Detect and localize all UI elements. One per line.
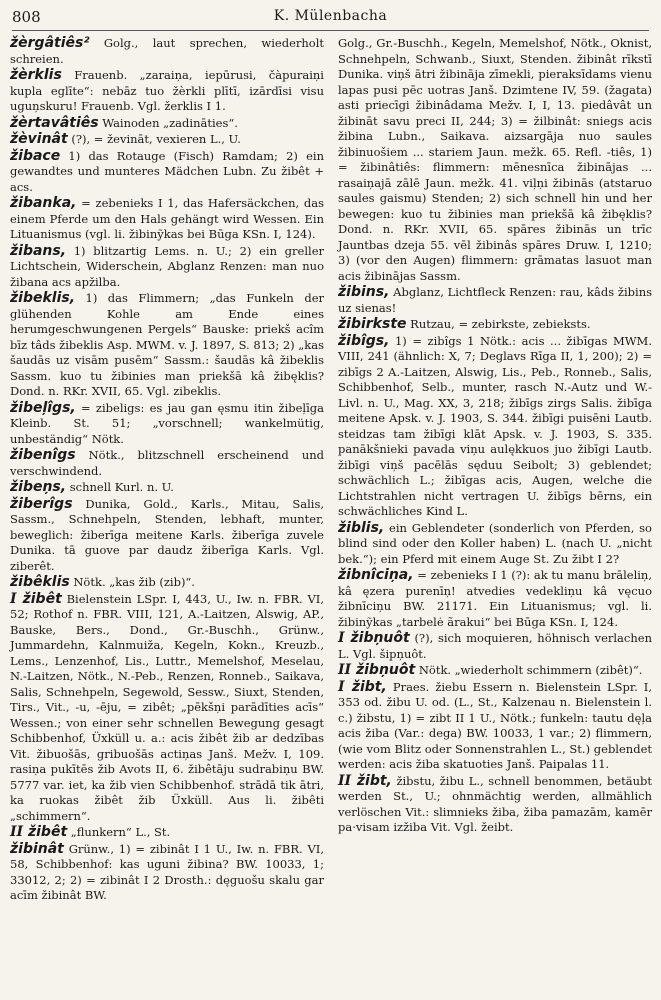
dictionary-entry [10, 35, 328, 67]
entry-text: = zebenieks I 1 (?): ak tu manu brāleliņ, kâ ęzera purenīņ! atvedies vedekliņu kâ vęcuo žibnīciņu BW. 21171. Ein Lituanismus; vgl. li. žibinỹkas „tarbelė ãrakui“ bei Būga KSn. I, 124. [338, 568, 656, 629]
entry-text: schnell Kurl. n. U. [66, 480, 174, 494]
headword: žibans, [10, 242, 67, 259]
entry-text: ein Geblendeter (sonderlich von Pferden, so blind sind oder den Koller haben) L. (nach U. „nicht bek.“); ein Pferd mit einem Auge St. Zu žibt I 2? [338, 520, 656, 566]
dictionary-entry [10, 399, 328, 448]
dictionary-entry [338, 663, 652, 679]
headword: žibinât [10, 840, 64, 857]
dictionary-entry [10, 495, 328, 575]
entry-text: Nötk., blitzschnell erscheinend und verschwindend. [10, 448, 328, 478]
headword: žibanka, [10, 195, 77, 211]
headword: žibeņs, [10, 479, 67, 495]
headword: žibt, [351, 678, 387, 695]
headword: žibirkste [338, 316, 407, 332]
headword: žiberîgs [10, 495, 73, 512]
dictionary-entry [338, 317, 652, 333]
right-column [338, 36, 656, 994]
dictionary-entry [338, 678, 656, 773]
dictionary-entry [10, 825, 324, 841]
entry-text: = zibeligs: es jau gan ęsmu itin žibeļīga Kleinb. St. 51; „vorschnell; wankelmütig, unbeständig“ Nötk. [10, 400, 328, 446]
dictionary-entry [338, 36, 656, 284]
entry-text: Dunika, Gold., Karls., Mitau, Salis, Sassm., Schnehpeln, Stenden, lebhaft, munter, beweglich: žiberīga meitene Karls. žiberīga zuvele Dunika. tā guove par daudz žiberīga Karls. Vgl. ziberêt. [10, 496, 328, 573]
entry-text: Golg., Gr.-Buschh., Kegeln, Memelshof, Nötk., Oknist, Schnehpeln, Schwanb., Siuxt, Stenden. žibinât rīkstī Dunika. viņš ātri žibināja zīmekli, pieraksīdams vienu lapas pusi pēc uotras Janš. Dzimtene IV, 59. (žagata) asti priecīgi žibinâdama Mežv. I, I, 13. piedâvât un žibināt savu preci II, 244; 3) = žilbinât: sniegs acis žibina Lubn., Saikava. aizsargāja nuo saules žibinuošiem ... stariem Jaun. mežk. 65. Refl. -tiês, 1) = žibinâtiês: flimmern: mēnesnīca žibinājas ... rasaiņajā zālē Jaun. mežk. 41. viļņi žibinās (atstaruo saules gaismu) Stenden; 2) sich schnell hin und her bewegen: kuo tu žibinies man priekšā kâ žibęklis? Dond. n. RKr. XVII, 65. spāres žibinās un trīc Jauntbas dzeja 55. vēl žibinâs spāres Druw. I, 1210; 3) (vor den Augen) flimmern: grāmatas lasuot man acis žibinājas Sassm. [338, 36, 656, 283]
homonym-number: I [10, 590, 23, 607]
entry-text: 1) = zibîgs 1 Nötk.: acis ... žibīgas MWM. VIII, 241 (ähnlich: X, 7; Deglavs Rīga II, 1, 200); 2) = zibīgs 2 A.-Laitzen, Alswig, Lis., Peb., Ronneb., Salis, Schibbenhof, Selb., munter, rasch N.-Autz und W.-Livl. n. U., Mag. XX, 3, 218; žibīgs zirgs Salis. žibīga meitene Apsk. v. J. 1903, S. 344. žibīgi puisēni Lautb. steidzas tam žibīgi klāt Apsk. v. J. 1903, S. 335. panākšnieki pavada viņu aulękkuos juo žibīgi Lautb. žibīgi viņš pacēlās sęduu Seibolt; 3) geblendet; schwächlich L.; žibīgas acis, Augen, welche die Lichtstrahlen nicht vertragen U. žibīgs bērns, ein schwächliches Kind L. [338, 333, 656, 518]
dictionary-entry [10, 290, 328, 400]
page-number: 808 [12, 8, 41, 26]
entry-text: Wainoden „zadināties“. [98, 115, 238, 130]
entry-text: = zebenieks I 1, das Hafersäckchen, das einem Pferde um den Hals gehängt wird Wessen. Ein Lituanismus (vgl. li. žibinỹkas bei Būga KSn. I, 124). [10, 196, 328, 241]
dictionary-entry [10, 575, 324, 591]
entry-text: (?), sich moquieren, höhnisch verlachen L. Vgl. šipņuôt. [338, 631, 656, 661]
headword: žibîgs, [338, 332, 390, 349]
dictionary-entry [338, 284, 656, 316]
headword: žibace [10, 147, 61, 164]
dictionary-entry [338, 630, 656, 662]
entry-text: Golg., laut sprechen, wiederholt schreien. [10, 36, 328, 66]
entry-text: 1) blitzartig Lems. n. U.; 2) ein greller Lichtschein, Widerschein, Abglanz Renzen: man nuo žibana acs apžilba. [10, 243, 328, 289]
entry-text: Rutzau, = zebirkste, zebieksts. [406, 317, 591, 331]
headword: žibņuôt [350, 630, 410, 646]
homonym-number: I [338, 630, 351, 646]
entry-text: Praes. žiebu Essern n. Bielenstein LSpr. I, 353 od. žibu U. od. (L., St., Kalzenau n. Bielenstein l. c.) žibstu, 1) = zibt II 1 U., Nötk.; funkeln: tautu dęļa acis žiba (Var.: dega) BW. 10033, 1 var.; 2) flimmern, (wie vom Blitz oder Sonnenstrahlen L., St.) geblendet werden: acis žiba skatuoties Janš. Paipalas 11. [338, 679, 656, 771]
headword: žèrklis [10, 67, 62, 83]
headword: žibt, [356, 772, 392, 789]
headword: žibenîgs [10, 447, 76, 463]
entry-text: Nötk. „wiederholt schimmern (zibêt)“. [415, 663, 643, 677]
dictionary-entry [338, 332, 656, 520]
headword: žibņuôt [355, 662, 416, 678]
headword: žèrtavâtiês [10, 114, 99, 131]
headword: žibêt [27, 824, 68, 840]
dictionary-entry [338, 772, 656, 836]
dictionary-entry [10, 840, 328, 904]
entry-text: Grünw., 1) = zibinât I 1 U., Iw. n. FBR. VI, 58, Schibbenhof: kas uguni žibina? BW. 10033, 1; 33012, 2; 2) = zibinât I 2 Drosth.: dęguošu skalu gar acīm žibinât BW. [10, 841, 328, 902]
headword: žèrgâtiês² [10, 35, 90, 51]
entry-text: žibstu, žibu L., schnell benommen, betäubt werden St., U.; ohnmächtig werden, allmählich verlöschen Vit.: slimnieks žiba, žiba pamazām, kamēr pa·visam izžiba Vit. Vgl. žeibt. [338, 773, 656, 834]
dictionary-entry [10, 195, 328, 243]
homonym-number: I [338, 678, 352, 695]
entry-text: (?), = ževināt, vexieren L., U. [67, 132, 241, 146]
dictionary-entry [10, 116, 324, 132]
dictionary-entry [338, 567, 656, 630]
entry-text: „flunkern“ L., St. [67, 825, 171, 839]
entry-text: Frauenb. „zaraiņa, iepūrusi, čàpuraiņi kupla eglīte“: nebāz tuo žèrkli plītī, izārdīsi visu uguņskuru! Frauenb. Vgl. žerklis I 1. [10, 68, 328, 113]
left-column [10, 35, 328, 994]
entry-text: Bielenstein LSpr. I, 443, U., Iw. n. FBR. VI, 52; Rothof n. FBR. VIII, 121, A.-Laitzen, Alswig, AP., Bauske, Bers., Dond., Gr.-Buschh., Grünw., Jummardehn, Kalnmuiža, Kegeln, Kokn., Kreuzb., Lems., Lenzenhof, Lis., Luttr., Memelshof, Meselau, N.-Laitzen, Nötk., N.-Peb., Renzen, Ronneb., Saikava, Salis, Schnehpeln, Segewold, Sessw., Siuxt, Stenden, Tirs., Vit., -u, -ēju, = zibêt; „pēkšņi parādīties acīs“ Wessen.; von einer sehr schnellen Bewegung gesagt Schibbenhof, Üxküll u. a.: acis žibêt žib ar dedzības Vit. žibuošās, gribuošās actiņas Janš. Mežv. I, 109. rasiņa pukītēs žib Avots II, 6. žibêtāju sudrabiņu BW. 5777 var. iet, ka žib vien Schibbenhof. strādā tik ātri, ka ruokas žibêt žib Üxküll. Aus li. žibêti „schimmern“. [10, 591, 328, 823]
headword: žibins, [338, 284, 390, 300]
dictionary-entry [10, 132, 324, 148]
entry-text: Abglanz, Lichtfleck Renzen: rau, kâds žibins uz sienas! [338, 285, 656, 315]
dictionary-entry [338, 519, 656, 568]
entry-text: Nötk. „kas žib (zib)“. [69, 575, 195, 589]
dictionary-entry [10, 147, 328, 196]
headword: žibeklis, [10, 290, 76, 306]
headword: žibêklis [10, 574, 70, 590]
page-header [12, 8, 649, 31]
headword: žibeļîgs, [10, 399, 76, 416]
homonym-number: II [338, 772, 357, 789]
dictionary-entry [10, 242, 328, 291]
running-title: K. Mülenbacha [273, 8, 388, 24]
headword: žibêt [22, 590, 62, 607]
homonym-number: II [10, 824, 28, 840]
headword: žiblis, [338, 519, 385, 536]
dictionary-entry [10, 447, 328, 479]
headword: žèvinât [10, 131, 68, 147]
homonym-number: II [338, 662, 356, 678]
dictionary-entry [10, 590, 328, 825]
dictionary-entry [10, 67, 328, 115]
dictionary-entry [10, 480, 324, 496]
entry-text: 1) das Rotauge (Fisch) Ramdam; 2) ein gewandtes und munteres Mädchen Lubn. Zu žibêt + acs. [10, 148, 328, 194]
headword: žibnîciņa, [338, 567, 414, 583]
entry-text: 1) das Flimmern; „das Funkeln der glühenden Kohle am Ende eines herumgeschwungenen Pergels“ Bauske: priekš acîm bīz tâds žibeklis Asp. MWM. v. J. 1897, S. 813; 2) „kas šaudās uz visām pusēm“ Sassm.: šaudās kâ žibeklis Sassm. kuo tu žibinies man priekšā kâ žibęklis? Dond. n. RKr. XVII, 65. Vgl. zibeklis. [10, 291, 328, 398]
